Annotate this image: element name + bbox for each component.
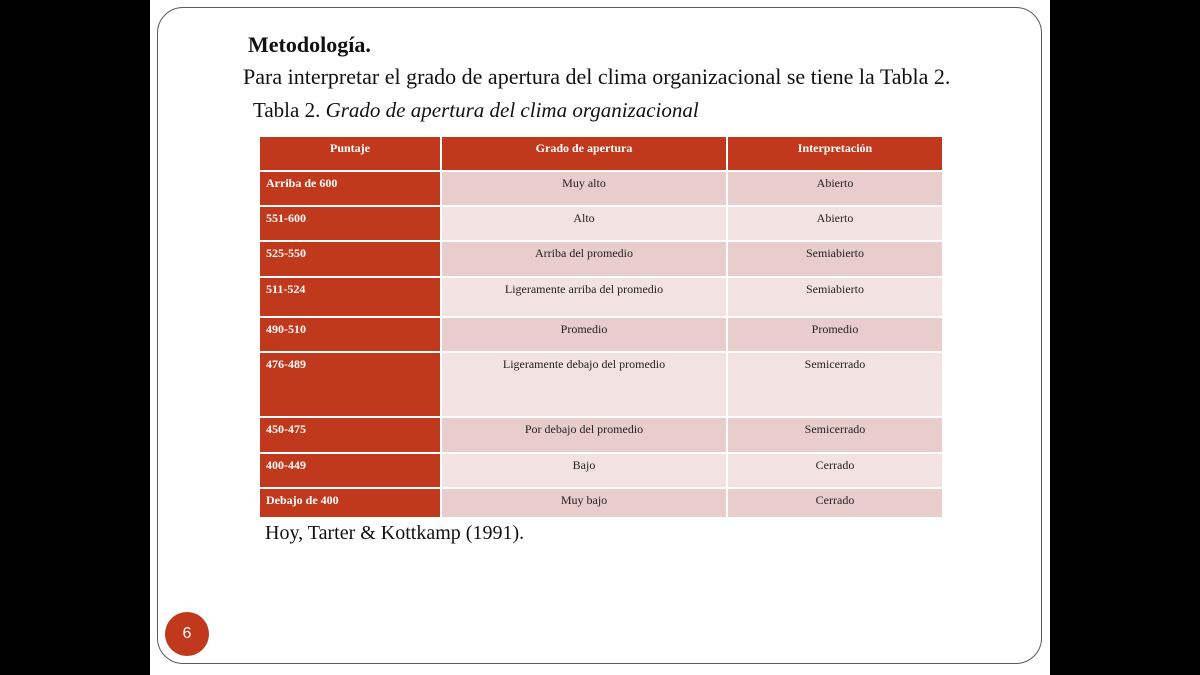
score-cell: 525-550	[259, 241, 441, 277]
interpretation-cell: Semicerrado	[727, 417, 943, 453]
caption-label: Tabla 2.	[253, 98, 321, 122]
table-row	[259, 171, 943, 206]
grade-cell: Arriba del promedio	[441, 241, 727, 277]
aperture-table	[258, 135, 944, 519]
grade-cell: Ligeramente arriba del promedio	[441, 277, 727, 317]
score-cell: 450-475	[259, 417, 441, 453]
interpretation-cell: Abierto	[727, 206, 943, 241]
table-row	[259, 417, 943, 453]
score-cell: 476-489	[259, 352, 441, 417]
reference-citation: Hoy, Tarter & Kottkamp (1991).	[265, 522, 525, 544]
score-cell: 551-600	[259, 206, 441, 241]
score-cell: 511-524	[259, 277, 441, 317]
grade-cell: Bajo	[441, 453, 727, 488]
interpretation-cell: Promedio	[727, 317, 943, 352]
table-row	[259, 317, 943, 352]
grade-cell: Ligeramente debajo del promedio	[441, 352, 727, 417]
grade-cell: Muy bajo	[441, 488, 727, 518]
page-number-badge: 6	[165, 612, 209, 656]
header-interpretacion: Interpretación	[727, 136, 943, 171]
interpretation-cell: Cerrado	[727, 453, 943, 488]
table-row	[259, 453, 943, 488]
score-cell: Arriba de 600	[259, 171, 441, 206]
table-row	[259, 488, 943, 518]
table-header-row	[259, 136, 943, 171]
slide	[150, 0, 1050, 675]
interpretation-cell: Semicerrado	[727, 352, 943, 417]
grade-cell: Por debajo del promedio	[441, 417, 727, 453]
interpretation-cell: Abierto	[727, 171, 943, 206]
table-row	[259, 352, 943, 417]
score-cell: 400-449	[259, 453, 441, 488]
table-row	[259, 277, 943, 317]
slide-heading: Metodología.	[248, 32, 371, 57]
caption-title: Grado de apertura del clima organizacional	[325, 98, 699, 122]
grade-cell: Muy alto	[441, 171, 727, 206]
header-grado-de-apertura: Grado de apertura	[441, 136, 727, 171]
score-cell: Debajo de 400	[259, 488, 441, 518]
interpretation-cell: Semiabierto	[727, 277, 943, 317]
interpretation-cell: Cerrado	[727, 488, 943, 518]
intro-text: Para interpretar el grado de apertura del clima organizacional se tiene la Tabla 2.	[243, 64, 951, 89]
table-row	[259, 241, 943, 277]
table-caption	[253, 98, 699, 123]
grade-cell: Promedio	[441, 317, 727, 352]
score-cell: 490-510	[259, 317, 441, 352]
table-row	[259, 206, 943, 241]
grade-cell: Alto	[441, 206, 727, 241]
interpretation-cell: Semiabierto	[727, 241, 943, 277]
header-puntaje: Puntaje	[259, 136, 441, 171]
